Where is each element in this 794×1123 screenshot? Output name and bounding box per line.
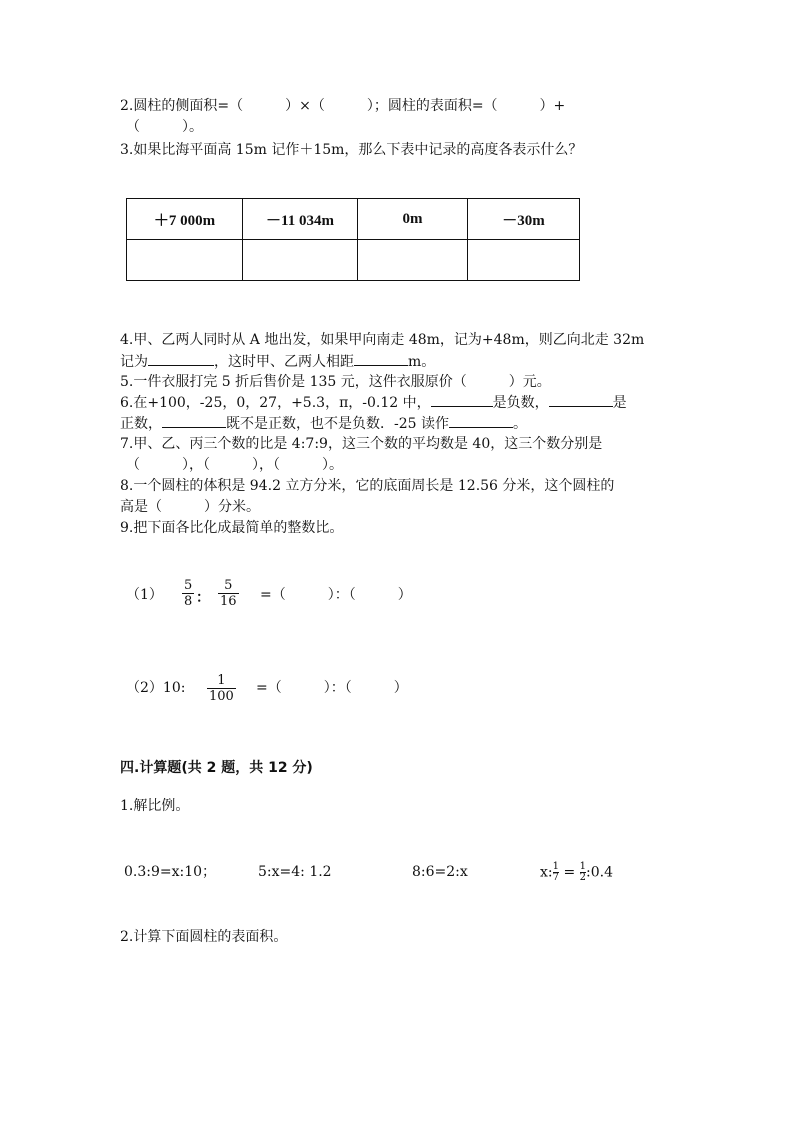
fraction-numerator: 1 (552, 861, 559, 872)
table-header-cell: －30m (468, 199, 580, 240)
fraction-numerator: 5 (184, 578, 193, 593)
q2-line1: 2.圆柱的侧面积=（ ）×（ ）；圆柱的表面积=（ ）+ (120, 98, 566, 114)
q8-line2: 高是（ ）分米。 (120, 499, 260, 515)
q4-text: m。 (408, 354, 436, 370)
fraction-denominator: 2 (579, 872, 587, 883)
fraction-numerator: 1 (579, 861, 587, 872)
fraction (207, 673, 236, 704)
q4-text: ，这时甲、乙两人相距 (214, 354, 354, 370)
table-header-cell: ＋7 000m (127, 199, 243, 240)
q6-text: 。 (513, 416, 527, 432)
q6-line2 (120, 413, 527, 434)
q4-line2 (120, 351, 435, 372)
q6-text: 既不是正数，也不是负数．-25 读作 (226, 416, 449, 432)
table-header-row (127, 199, 580, 240)
q4-text: 记为 (120, 354, 148, 370)
equation (540, 862, 613, 883)
table-header-cell: －11 034m (243, 199, 358, 240)
fraction-denominator: 8 (184, 594, 193, 609)
fraction-numerator: 1 (207, 673, 236, 689)
equation-part: = (559, 864, 580, 881)
q2-line2: （ ）。 (126, 119, 203, 135)
table-header-cell: 0m (358, 199, 468, 240)
fraction (182, 578, 194, 609)
fraction-denominator: 100 (209, 689, 234, 704)
equation-part: :0.4 (586, 864, 613, 881)
height-table (126, 198, 580, 281)
blank-line[interactable] (148, 351, 214, 366)
s4-q1-text: 1.解比例。 (120, 798, 190, 814)
q5-text: 5.一件衣服打完 5 折后售价是 135 元，这件衣服原价（ ）元。 (120, 374, 551, 390)
blank-line[interactable] (449, 413, 513, 428)
q3-text: 3.如果比海平面高 15m 记作＋15m，那么下表中记录的高度各表示什么？ (120, 142, 583, 158)
fraction-denominator: 7 (552, 872, 559, 883)
answer-cell[interactable] (243, 240, 358, 281)
q8-line1: 8.一个圆柱的体积是 94.2 立方分米，它的底面周长是 12.56 分米，这个圆柱的 (120, 478, 615, 494)
q6-line1 (120, 392, 627, 413)
blank-line[interactable] (431, 392, 493, 407)
blank-line[interactable] (162, 413, 226, 428)
q9-text: 9.把下面各比化成最简单的整数比。 (120, 520, 344, 536)
q9-item1-label: （1） (126, 587, 163, 603)
q6-text: 6.在+100，-25，0，27，+5.3，π，-0.12 中， (120, 395, 431, 411)
fraction-numerator: 5 (218, 578, 239, 594)
answer-cell[interactable] (468, 240, 580, 281)
blank-line[interactable] (549, 392, 613, 407)
s4-q2-text: 2.计算下面圆柱的表面积。 (120, 929, 288, 945)
fraction-denominator: 16 (220, 594, 237, 609)
answer-cell[interactable] (358, 240, 468, 281)
q9-item1-answer: =（ ）：（ ） (260, 587, 412, 603)
q6-text: 是负数， (492, 395, 549, 411)
blank-line[interactable] (354, 351, 408, 366)
equation: 0.3:9=x:10； (124, 864, 217, 880)
ratio-colon: ： (196, 590, 210, 606)
fraction (218, 578, 239, 609)
q7-line1: 7.甲、乙、丙三个数的比是 4:7:9，这三个数的平均数是 40，这三个数分别是 (120, 436, 603, 452)
answer-cell[interactable] (127, 240, 243, 281)
q6-text: 正数， (120, 416, 162, 432)
q7-line2: （ ），（ ），（ ）。 (126, 457, 343, 473)
q9-item2-answer: =（ ）：（ ） (256, 680, 408, 696)
q4-line1: 4.甲、乙两人同时从 A 地出发，如果甲向南走 48m，记为+48m，则乙向北走 32m (120, 332, 645, 348)
table-answer-row (127, 240, 580, 281)
q9-item2-label: （2）10: (126, 680, 186, 696)
section-title: 四.计算题(共 2 题，共 12 分) (120, 760, 313, 776)
equation: 8:6=2:x (412, 864, 468, 880)
equation-part: x: (540, 864, 553, 881)
q6-text: 是 (612, 395, 627, 411)
equation: 5:x=4: 1.2 (258, 864, 332, 880)
